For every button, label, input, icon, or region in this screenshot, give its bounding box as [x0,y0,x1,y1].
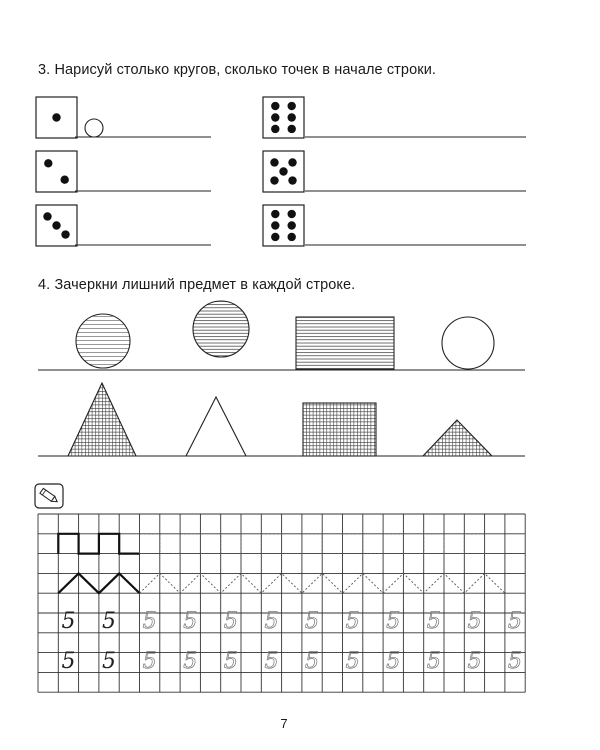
die-row-6 [263,205,526,246]
die-box [263,97,304,138]
die-dot [60,176,68,184]
digit-trace[interactable]: 5 [386,609,401,634]
die-dot [270,158,278,166]
die-row-3 [36,151,211,192]
grid-triangle-small[interactable] [423,420,492,456]
die-dot [288,176,296,184]
die-row-1 [36,97,211,138]
digit-trace[interactable]: 5 [467,609,482,634]
die-dot [271,210,279,218]
die-dot [279,167,287,175]
digit-trace[interactable]: 5 [508,648,523,674]
die-dot [271,102,279,110]
die-dot [270,176,278,184]
die-dot [61,230,69,238]
die-dot [271,125,279,133]
die-dot [271,221,279,229]
die-dot [288,102,296,110]
die-dot [43,212,51,220]
task-3-number: 3. [38,62,51,78]
die-dot [44,159,52,167]
digit-trace[interactable]: 5 [345,648,360,674]
digit-sample: 5 [102,609,117,634]
die-row-2 [263,97,526,138]
square-wave-sample [58,534,139,554]
page-number: 7 [280,716,288,731]
digit-trace[interactable]: 5 [183,648,198,674]
die-dot [288,210,296,218]
digit-trace[interactable]: 5 [223,609,238,634]
die-dot [52,113,60,121]
lined-circle[interactable] [193,301,249,357]
die-dot [271,233,279,241]
die-row-4 [263,151,526,192]
digit-trace[interactable]: 5 [345,609,360,634]
hatched-circle[interactable] [76,314,130,368]
dice-rows [36,97,526,246]
lined-rectangle[interactable] [296,317,394,369]
digit-trace[interactable]: 5 [142,609,157,634]
digit-trace[interactable]: 5 [142,648,157,674]
digit-sample: 5 [61,648,76,674]
die-box [263,205,304,246]
digit-trace[interactable]: 5 [223,648,238,674]
die-dot [288,113,296,121]
grid-triangle[interactable] [68,383,136,456]
die-box [36,151,77,192]
die-dot [52,221,60,229]
task-3-text: Нарисуй столько кругов, сколько точек в начале строки. [54,62,437,78]
plain-circle[interactable] [442,317,494,369]
die-dot [288,158,296,166]
task-4-row-2 [38,383,525,456]
die-dot [288,221,296,229]
pencil-icon [35,484,63,508]
digit-trace[interactable]: 5 [305,648,320,674]
die-dot [288,233,296,241]
digit-trace[interactable]: 5 [183,609,198,634]
digit-trace[interactable]: 5 [305,609,320,634]
die-dot [271,113,279,121]
digit-trace[interactable]: 5 [426,648,441,674]
digit-trace[interactable]: 5 [264,609,279,634]
sample-answer-circle [85,119,103,137]
digit-trace[interactable]: 5 [467,648,482,674]
plain-triangle[interactable] [186,397,246,456]
die-row-5 [36,205,211,246]
digit-trace[interactable]: 5 [508,609,523,634]
task-4-number: 4. [38,277,51,293]
grid-square[interactable] [303,403,376,456]
digit-trace[interactable]: 5 [386,648,401,674]
task-4-text: Зачеркни лишний предмет в каждой строке. [54,277,356,293]
digit-sample: 5 [61,609,76,634]
digit-trace[interactable]: 5 [426,609,441,634]
task-4-row-1 [38,301,525,370]
digit-sample: 5 [102,648,117,674]
digit-trace[interactable]: 5 [264,648,279,674]
die-dot [288,125,296,133]
